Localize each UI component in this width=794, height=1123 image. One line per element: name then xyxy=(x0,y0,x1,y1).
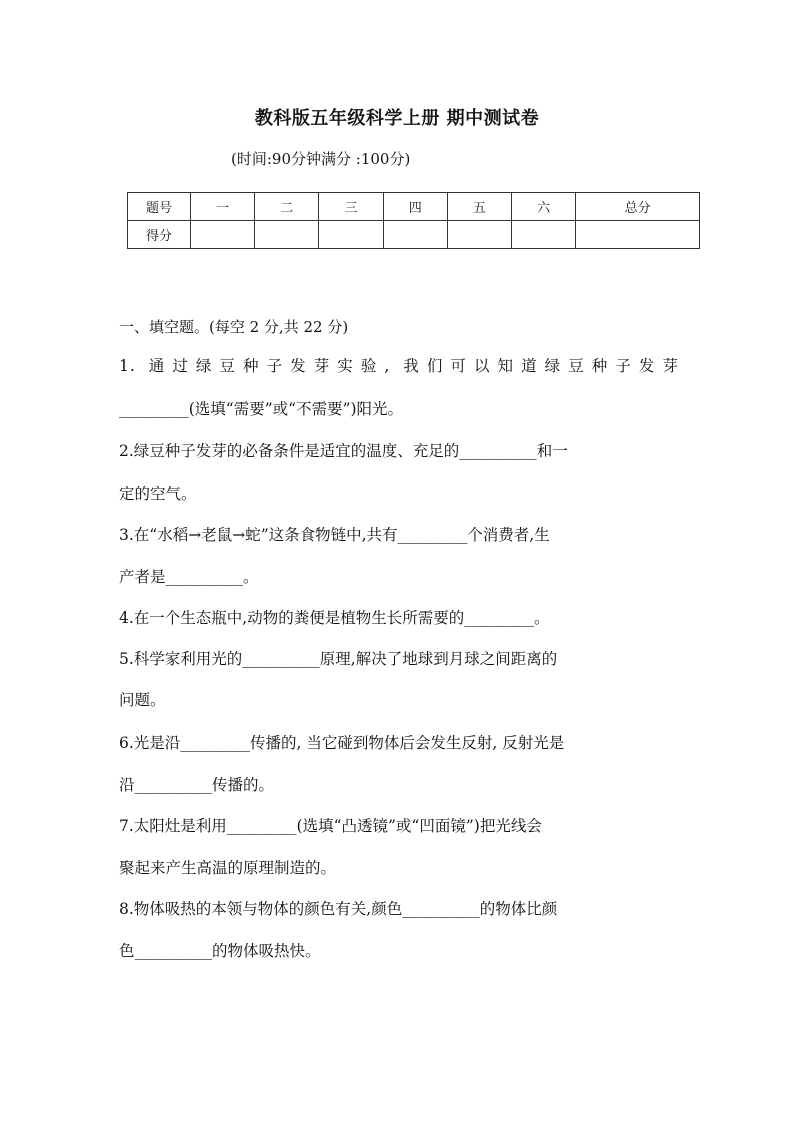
score-table-cell: 三 xyxy=(319,193,383,221)
score-entry-cell xyxy=(447,221,511,249)
question-2-line-1: 2.绿豆种子发芽的必备条件是适宜的温度、充足的__________和一 xyxy=(119,442,568,460)
score-table-cell: 六 xyxy=(512,193,576,221)
question-7-line-2: 聚起来产生高温的原理制造的。 xyxy=(119,859,337,877)
section-heading: 一、填空题。(每空 2 分,共 22 分) xyxy=(119,318,349,336)
score-table-cell: 一 xyxy=(191,193,255,221)
question-3-line-2: 产者是__________。 xyxy=(119,568,259,586)
question-6-line-1: 6.光是沿_________传播的, 当它碰到物体后会发生反射, 反射光是 xyxy=(119,734,565,752)
question-2-line-2: 定的空气。 xyxy=(119,485,197,503)
score-entry-cell xyxy=(255,221,319,249)
score-entry-cell xyxy=(191,221,255,249)
score-table-score-row xyxy=(128,221,700,249)
question-3-line-1: 3.在“水稻→老鼠→蛇”这条食物链中,共有_________个消费者,生 xyxy=(119,526,550,544)
score-entry-cell xyxy=(576,221,700,249)
question-5-line-1: 5.科学家利用光的__________原理,解决了地球到月球之间距离的 xyxy=(119,650,558,668)
question-1-line-1: 1. 通过绿豆种子发芽实验, 我们可以知道绿豆种子发芽 xyxy=(119,357,679,375)
question-1-line-2: _________(选填“需要”或“不需要”)阳光。 xyxy=(119,400,404,418)
question-4-line-1: 4.在一个生态瓶中,动物的粪便是植物生长所需要的_________。 xyxy=(119,609,550,627)
score-table-cell: 题号 xyxy=(128,193,191,221)
question-7-line-1: 7.太阳灶是利用_________(选填“凸透镜”或“凹面镜”)把光线会 xyxy=(119,817,542,835)
question-6-line-2: 沿__________传播的。 xyxy=(119,776,275,794)
score-table-cell: 得分 xyxy=(128,221,191,249)
score-entry-cell xyxy=(383,221,447,249)
score-table-header-row xyxy=(128,193,700,221)
score-entry-cell xyxy=(319,221,383,249)
exam-time-and-score: (时间:90分钟满分 :100分) xyxy=(231,150,411,168)
score-table-cell: 二 xyxy=(255,193,319,221)
score-table-cell: 四 xyxy=(383,193,447,221)
exam-title: 教科版五年级科学上册 期中测试卷 xyxy=(254,108,540,129)
score-table xyxy=(127,192,700,249)
score-table-cell: 总分 xyxy=(576,193,700,221)
question-5-line-2: 问题。 xyxy=(119,691,166,709)
question-8-line-2: 色__________的物体吸热快。 xyxy=(119,942,321,960)
score-table-cell: 五 xyxy=(447,193,511,221)
score-entry-cell xyxy=(512,221,576,249)
question-8-line-1: 8.物体吸热的本领与物体的颜色有关,颜色__________的物体比颜 xyxy=(119,900,558,918)
